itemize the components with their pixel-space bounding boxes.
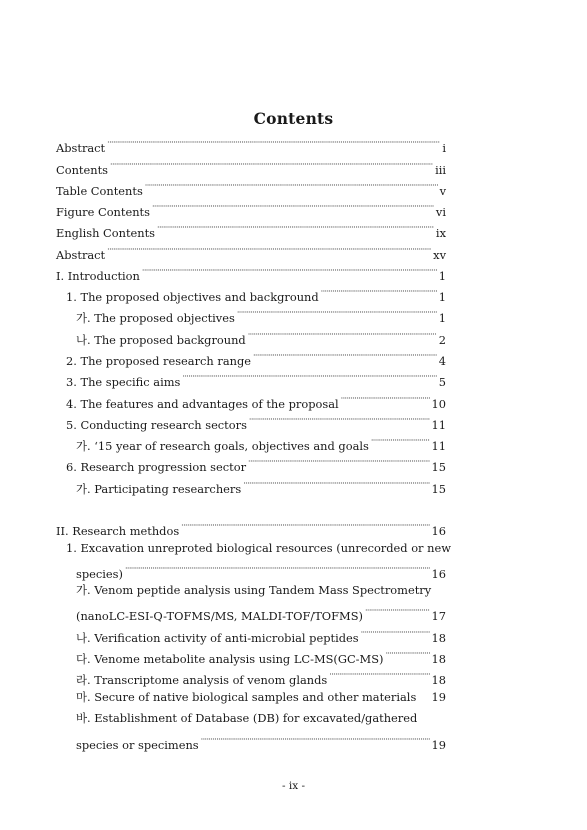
toc-entry[interactable] [66,368,446,389]
toc-entry-label: English Contents [56,226,156,240]
toc-entry[interactable] [76,709,446,727]
leader-dots [385,645,429,663]
toc-entry[interactable] [76,666,446,687]
toc-entry-page: 2 [438,333,446,347]
page-title: Contents [253,109,334,128]
toc-entry-label: 나. The proposed background [76,333,246,347]
leader-dots [321,283,437,301]
toc-entry-page: v [439,184,446,198]
leader-dots [152,198,434,216]
toc-entry-label: species) [76,567,123,581]
leader-dots [145,177,438,195]
leader-dots [253,347,437,365]
leader-dots [341,390,430,408]
toc-entry-label: 4. The features and advantages of the proposal [66,397,339,411]
toc-entry-label: Table Contents [56,184,143,198]
page-number: - ix - [281,780,306,792]
toc-entry[interactable] [76,432,446,453]
toc-entry-label: 가. Venom peptide analysis using Tandem Mass Spectrometry [76,583,432,597]
leader-dots [142,262,437,280]
toc-entry-label: 라. Transcriptome analysis of venom glands [76,673,328,687]
toc-entry[interactable] [56,177,446,198]
leader-dots [248,453,429,471]
toc-entry-label: Contents [56,163,108,177]
toc-entry-label: 2. The proposed research range [66,354,251,368]
toc-entry-label: 나. Verification activity of anti-microbial peptides [76,631,359,645]
toc-entry-label: I. Introduction [56,269,140,283]
toc-entry-label: II. Research methdos [56,524,180,538]
toc-entry-page: i [442,141,446,155]
leader-dots [181,517,429,535]
toc-entry[interactable] [76,581,442,599]
leader-dots [371,432,430,450]
leader-dots [248,326,437,344]
toc-entry[interactable] [76,475,446,496]
toc-entry[interactable] [66,539,458,557]
toc-entry[interactable] [76,602,446,623]
leader-dots [157,219,434,237]
toc-entry-page: iii [435,163,446,177]
toc-entry-page: 1 [438,311,446,325]
toc-entry-label: 6. Research progression sector [66,460,247,474]
toc-entry[interactable] [76,560,446,581]
toc-entry[interactable] [76,688,446,706]
toc-entry-label: 가. The proposed objectives [76,311,235,325]
toc-entry[interactable] [56,262,446,283]
leader-dots [107,134,440,152]
leader-dots [329,666,429,684]
toc-entry-page: 10 [431,397,446,411]
leader-dots [201,731,430,749]
leader-dots [107,241,431,259]
toc-entry-page: vi [435,205,446,219]
toc-entry[interactable] [66,283,446,304]
toc-entry[interactable] [66,411,446,432]
toc-entry-page: 19 [431,738,446,752]
toc-entry-page: 18 [431,673,446,687]
toc-entry-page: 16 [431,567,446,581]
toc-entry-page: 17 [431,609,446,623]
toc-entry-page: 1 [438,269,446,283]
toc-entry-label: 다. Venome metabolite analysis using LC-MS(GC-MS) [76,652,384,666]
toc-entry-label: species or specimens [76,738,199,752]
toc-entry-page: 18 [431,652,446,666]
toc-entry-page: xv [433,248,446,262]
toc-entry[interactable] [66,347,446,368]
toc-entry[interactable] [66,390,446,411]
toc-entry-page: 15 [431,482,446,496]
toc-entry-page: ix [435,226,446,240]
leader-dots [361,624,430,642]
toc-entry-label: Figure Contents [56,205,150,219]
toc-entry-page: 18 [431,631,446,645]
toc-entry-page: 4 [438,354,446,368]
leader-dots [365,602,430,620]
toc-entry-label: 3. The specific aims [66,375,181,389]
leader-dots [110,156,433,174]
toc-entry-label: 1. The proposed objectives and background [66,290,319,304]
toc-entry[interactable] [76,731,446,752]
toc-entry-label: (nanoLC-ESI-Q-TOFMS/MS, MALDI-TOF/TOFMS) [76,609,363,623]
toc-entry-page: 1 [438,290,446,304]
toc-entry[interactable] [56,219,446,240]
toc-entry[interactable] [76,326,446,347]
toc-entry[interactable] [56,156,446,177]
toc-entry-label: 가. ‘15 year of research goals, objectives and goals [76,439,369,453]
toc-entry[interactable] [56,517,446,538]
toc-entry-label: 마. Secure of native biological samples and other materials [76,690,417,704]
toc-entry-label: 가. Participating researchers [76,482,242,496]
toc-entry[interactable] [66,453,446,474]
toc-entry-page: 15 [431,460,446,474]
toc-entry[interactable] [76,304,446,325]
toc-entry-label: Abstract [56,141,106,155]
leader-dots [237,304,437,322]
toc-entry-page: 19 [431,690,446,704]
toc-entry-page: 16 [431,524,446,538]
toc-entry-page: 5 [438,375,446,389]
toc-entry[interactable] [56,134,446,155]
toc-entry-label: 5. Conducting research sectors [66,418,247,432]
toc-entry[interactable] [56,198,446,219]
leader-dots [243,475,429,493]
toc-entry-page: 11 [431,418,446,432]
toc-entry-label: 바. Establishment of Database (DB) for excavated/gathered [76,711,418,725]
toc-entry[interactable] [76,624,446,645]
toc-entry[interactable] [56,241,446,262]
leader-dots [249,411,430,429]
toc-entry-label: 1. Excavation unreproted biological resources (unrecorded or new [66,541,451,555]
toc-entry-page: 11 [431,439,446,453]
toc-entry-label: Abstract [56,248,106,262]
leader-dots [182,368,436,386]
toc-entry[interactable] [76,645,446,666]
leader-dots [125,560,430,578]
